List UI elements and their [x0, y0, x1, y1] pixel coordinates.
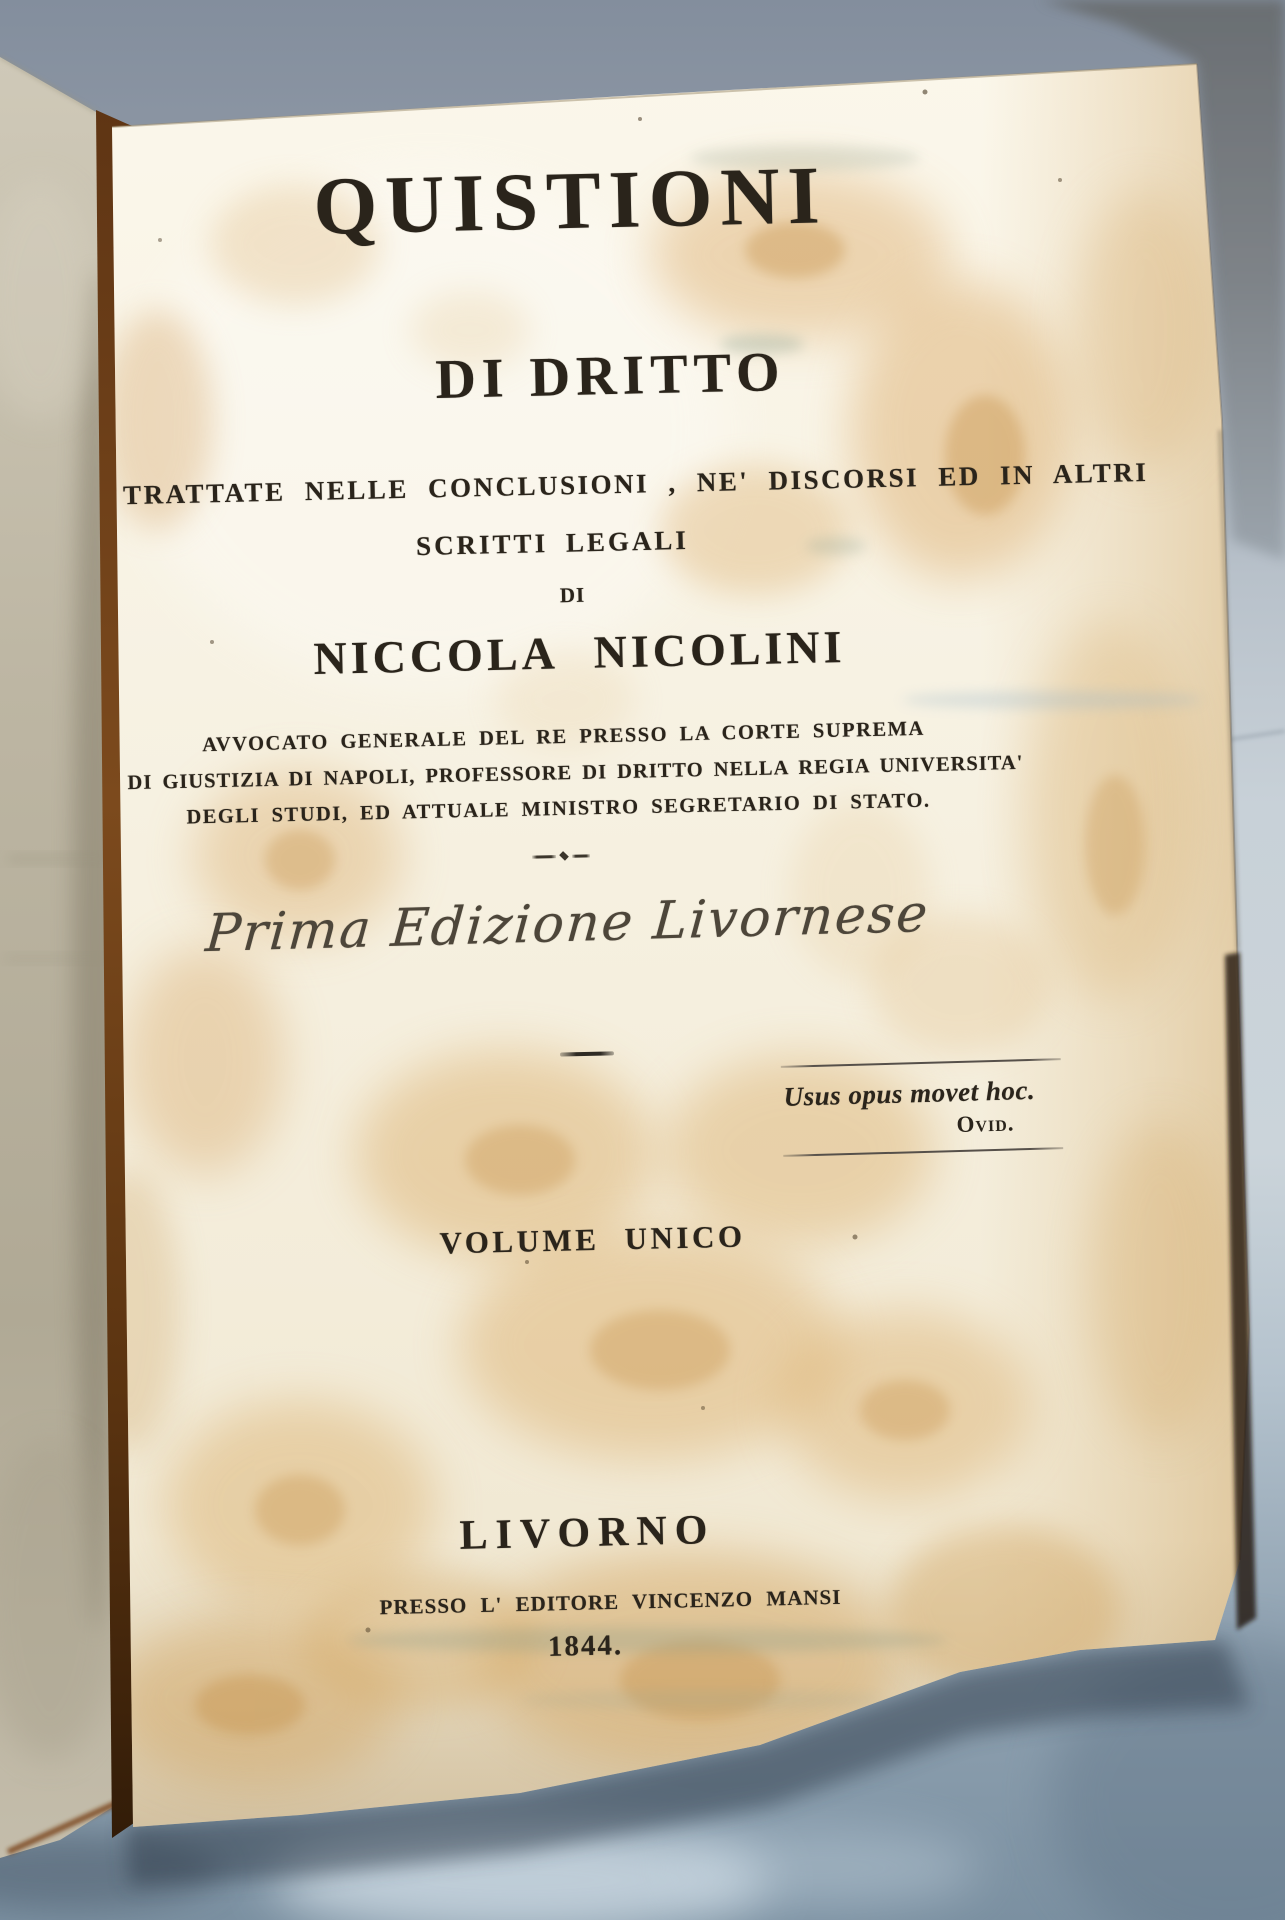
author-title-line-1: AVVOCATO GENERALE DEL RE PRESSO LA CORTE SUPREMA — [201, 717, 925, 757]
imprint-year: 1844. — [547, 1629, 624, 1663]
dash-bar — [559, 1051, 613, 1056]
epigraph-rule-top — [781, 1058, 1061, 1068]
description-line-1: TRATTATE NELLE CONCLUSIONI , NE' DISCORSI ED IN ALTRI — [122, 457, 1149, 511]
edition-note: Prima Edizione Livornese — [203, 883, 932, 965]
ornament-bar-right — [571, 854, 589, 857]
epigraph-attribution: Ovid. — [956, 1110, 1015, 1138]
epigraph-block — [781, 1058, 1063, 1157]
ornament-bar-left — [531, 855, 555, 859]
ornament-diamond — [559, 851, 569, 861]
author-title-line-2: DI GIUSTIZIA DI NAPOLI, PROFESSORE DI DRITTO NELLA REGIA UNIVERSITA' — [127, 751, 1024, 795]
divider-ornament — [108, 842, 1013, 871]
imprint-city: LIVORNO — [459, 1507, 716, 1559]
book-title: QUISTIONI — [312, 149, 829, 252]
volume-note: VOLUME UNICO — [439, 1218, 746, 1261]
author-name: NICCOLA NICOLINI — [312, 620, 847, 685]
epigraph-rule-bottom — [783, 1147, 1063, 1157]
author-title-line-3: DEGLI STUDI, ED ATTUALE MINISTRO SEGRETARIO DI STATO. — [186, 789, 931, 829]
epigraph-quote: Usus opus movet hoc. — [783, 1074, 1036, 1112]
book-subtitle: DI DRITTO — [434, 341, 787, 411]
imprint-publisher: PRESSO L' EDITORE VINCENZO MANSI — [379, 1584, 842, 1620]
description-line-2: SCRITTI LEGALI — [415, 524, 690, 562]
by-label: DI — [559, 582, 586, 608]
